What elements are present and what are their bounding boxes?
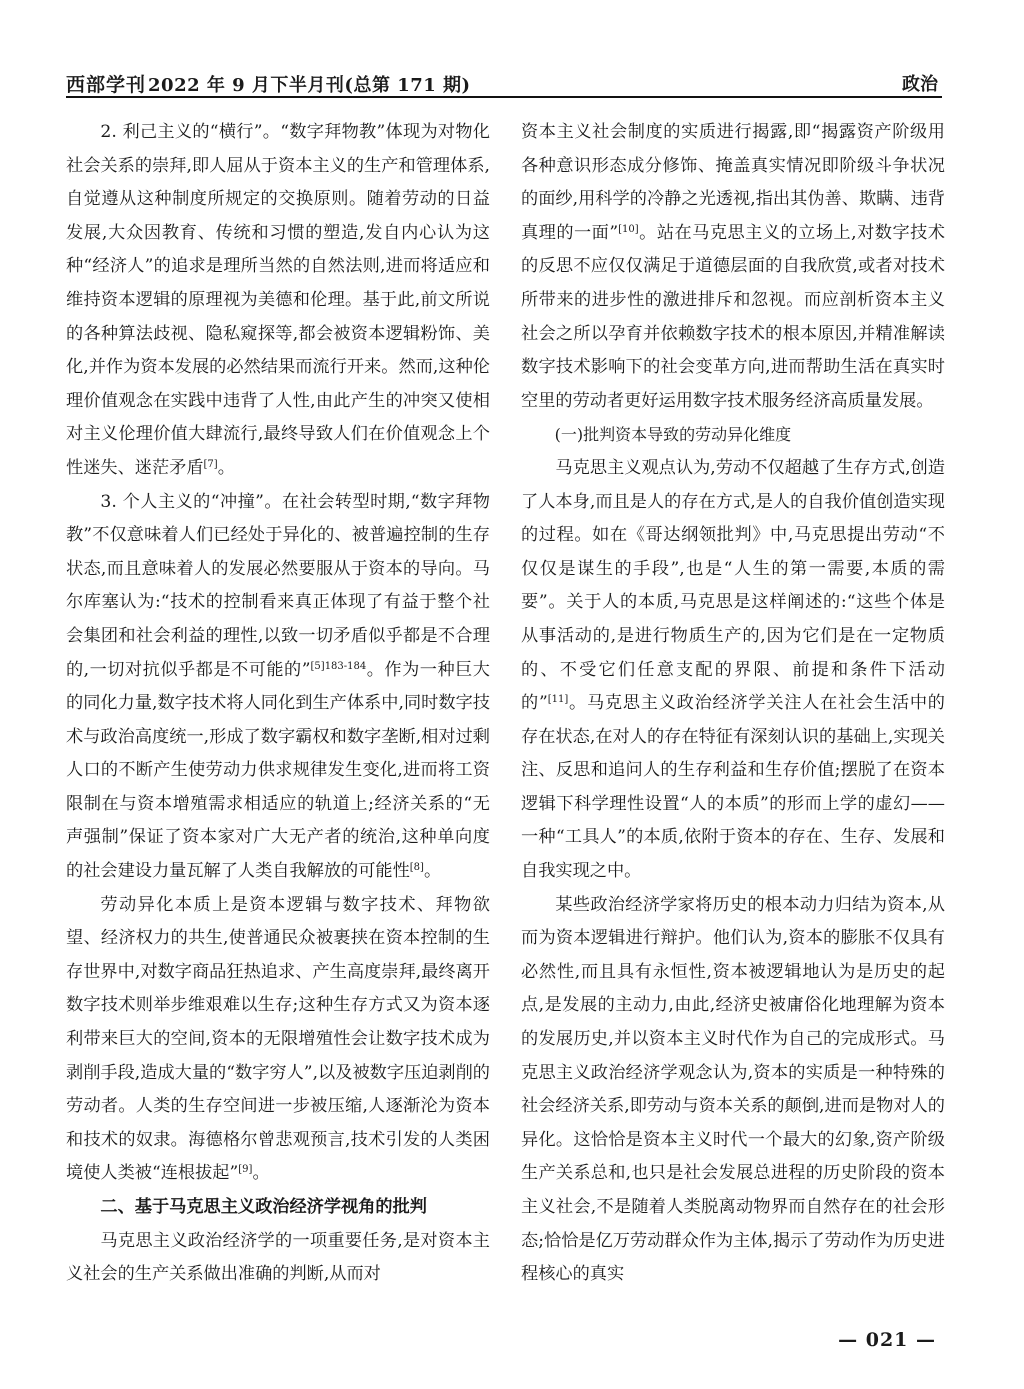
paragraph-text: 马克思主义观点认为,劳动不仅超越了生存方式,创造了人本身,而且是人的存在方式,是人的自我价值创造实现的过程。如在《哥达纲领批判》中,马克思提出劳动“不仅仅是谋生的手段”,也是“人生的第一需要,本质的需要”。关于人的本质,马克思是这样阐述的:“这些个体是从事活动的,是进行物质生产的,因为它们是在一定物质的、不受它们任意支配的界限、前提和条件下活动的” xyxy=(521,457,945,714)
paragraph-text: 资本主义社会制度的实质进行揭露,即“揭露资产阶级用各种意识形态成分修饰、掩盖真实情况即阶级斗争状况的面纱,用科学的冷静之光透视,指出其伪善、欺瞒、违背真理的一面” xyxy=(521,122,945,243)
paragraph-text: 2. 利己主义的“横行”。“数字拜物教”体现为对物化社会关系的崇拜,即人屈从于资本主义的生产和管理体系,自觉遵从这种制度所规定的交换原则。随着劳动的日益发展,大众因教育、传统和习惯的塑造,发自内心认为这种“经济人”的追求是理所当然的自然法则,进而将适应和维持资本逻辑的原理视为美德和伦理。基于此,前文所说的各种算法歧视、隐私窥探等,都会被资本逻辑粉饰、美化,并作为资本发展的必然结果而流行开来。然而,这种伦理价值观念在实践中违背了人性,由此产生的冲突又使相对主义伦理价值大肆流行,最终导致人们在价值观念上个性迷失、迷茫矛盾 xyxy=(66,122,490,478)
issue-info: 2022 年 9 月下半月刊(总第 171 期) xyxy=(148,75,471,96)
section-heading: 二、基于马克思主义政治经济学视角的批判 xyxy=(100,1197,427,1217)
left-column xyxy=(66,116,490,1292)
page-number: — 021 — xyxy=(838,1329,936,1351)
paragraph-text: 3. 个人主义的“冲撞”。在社会转型时期,“数字拜物教”不仅意味着人们已经处于异化的、被普遍控制的生存状态,而且意味着人的发展必然要服从于资本的导向。马尔库塞认为:“技术的控制看来真正体现了有益于整个社会集团和社会利益的理性,以致一切矛盾似乎都是不合理的,一切对抗似乎都是不可能的” xyxy=(66,491,490,680)
citation: [8] xyxy=(409,862,424,874)
paragraph-text: 。马克思主义政治经济学关注人在社会生活中的存在状态,在对人的存在特征有深刻认识的基础上,实现关注、反思和追问人的生存利益和生存价值;摆脱了在资本逻辑下科学理性设置“人的本质”的形而上学的虚幻——一种“工具人”的本质,依附于资本的存在、生存、发展和自我实现之中。 xyxy=(521,693,945,882)
paragraph: 马克思主义政治经济学的一项重要任务,是对资本主义社会的生产关系做出准确的判断,从而对 xyxy=(66,1230,490,1285)
paragraph-text: 劳动异化本质上是资本逻辑与数字技术、拜物欲望、经济权力的共生,使普通民众被裹挟在资本控制的生存世界中,对数字商品狂热追求、产生高度崇拜,最终离开数字技术则举步维艰难以生存;这种生存方式又为资本逐利带来巨大的空间,资本的无限增殖性会让数字技术成为剥削手段,造成大量的“数字穷人”,以及被数字压迫剥削的劳动者。人类的生存空间进一步被压缩,人逐渐沦为资本和技术的奴隶。海德格尔曾悲观预言,技术引发的人类困境使人类被“连根拔起” xyxy=(66,894,490,1184)
citation: [9] xyxy=(238,1164,253,1176)
journal-title xyxy=(66,70,471,97)
citation: [5]183-184 xyxy=(310,660,367,672)
citation: [10] xyxy=(618,223,639,235)
section-label: 政治 xyxy=(902,74,938,95)
paragraph xyxy=(66,116,490,486)
citation: [7] xyxy=(203,458,218,470)
journal-logo: 西部学刊 xyxy=(66,74,147,96)
paragraph xyxy=(66,486,490,889)
subsection-heading: (一)批判资本导致的劳动异化维度 xyxy=(554,425,792,445)
paragraph xyxy=(521,116,945,418)
paragraph xyxy=(521,452,945,889)
paragraph xyxy=(66,889,490,1191)
paragraph: 某些政治经济学家将历史的根本动力归结为资本,从而为资本逻辑进行辩护。他们认为,资本的膨胀不仅具有必然性,而且具有永恒性,资本被逻辑地认为是历史的起点,是发展的主动力,由此,经济史被庸俗化地理解为资本的发展历史,并以资本主义时代作为自己的完成形式。马克思主义政治经济学观念认为,资本的实质是一种特殊的社会经济关系,即劳动与资本关系的颠倒,进而是物对人的异化。这恰恰是资本主义时代一个最大的幻象,资产阶级生产关系总和,也只是社会发展总进程的历史阶段的资本主义社会,不是随着人类脱离动物界而自然存在的社会形态;恰恰是亿万劳动群众作为主体,揭示了劳动作为历史进程核心的真实 xyxy=(521,894,945,1285)
citation: [11] xyxy=(547,694,569,706)
paragraph-text: 。作为一种巨大的同化力量,数字技术将人同化到生产体系中,同时数字技术与政治高度统一,形成了数字霸权和数字垄断,相对过剩人口的不断产生使劳动力供求规律发生变化,进而将工资限制在与资本增殖需求相适应的轨道上;经济关系的“无声强制”保证了资本家对广大无产者的统治,这种单向度的社会建设力量瓦解了人类自我解放的可能性 xyxy=(66,659,490,882)
header-rule xyxy=(66,96,942,98)
right-column xyxy=(521,116,945,1292)
paragraph-text: 。 xyxy=(217,457,235,478)
paragraph-text: 。 xyxy=(423,861,442,882)
paragraph-text: 。 xyxy=(252,1163,270,1184)
page-header xyxy=(66,66,942,100)
paragraph-text: 。站在马克思主义的立场上,对数字技术的反思不应仅仅满足于道德层面的自我欣赏,或者对技术所带来的进步性的激进排斥和忽视。而应剖析资本主义社会之所以孕育并依赖数字技术的根本原因,并精准解读数字技术影响下的社会变革方向,进而帮助生活在真实时空里的劳动者更好运用数字技术服务经济高质量发展。 xyxy=(521,222,945,411)
